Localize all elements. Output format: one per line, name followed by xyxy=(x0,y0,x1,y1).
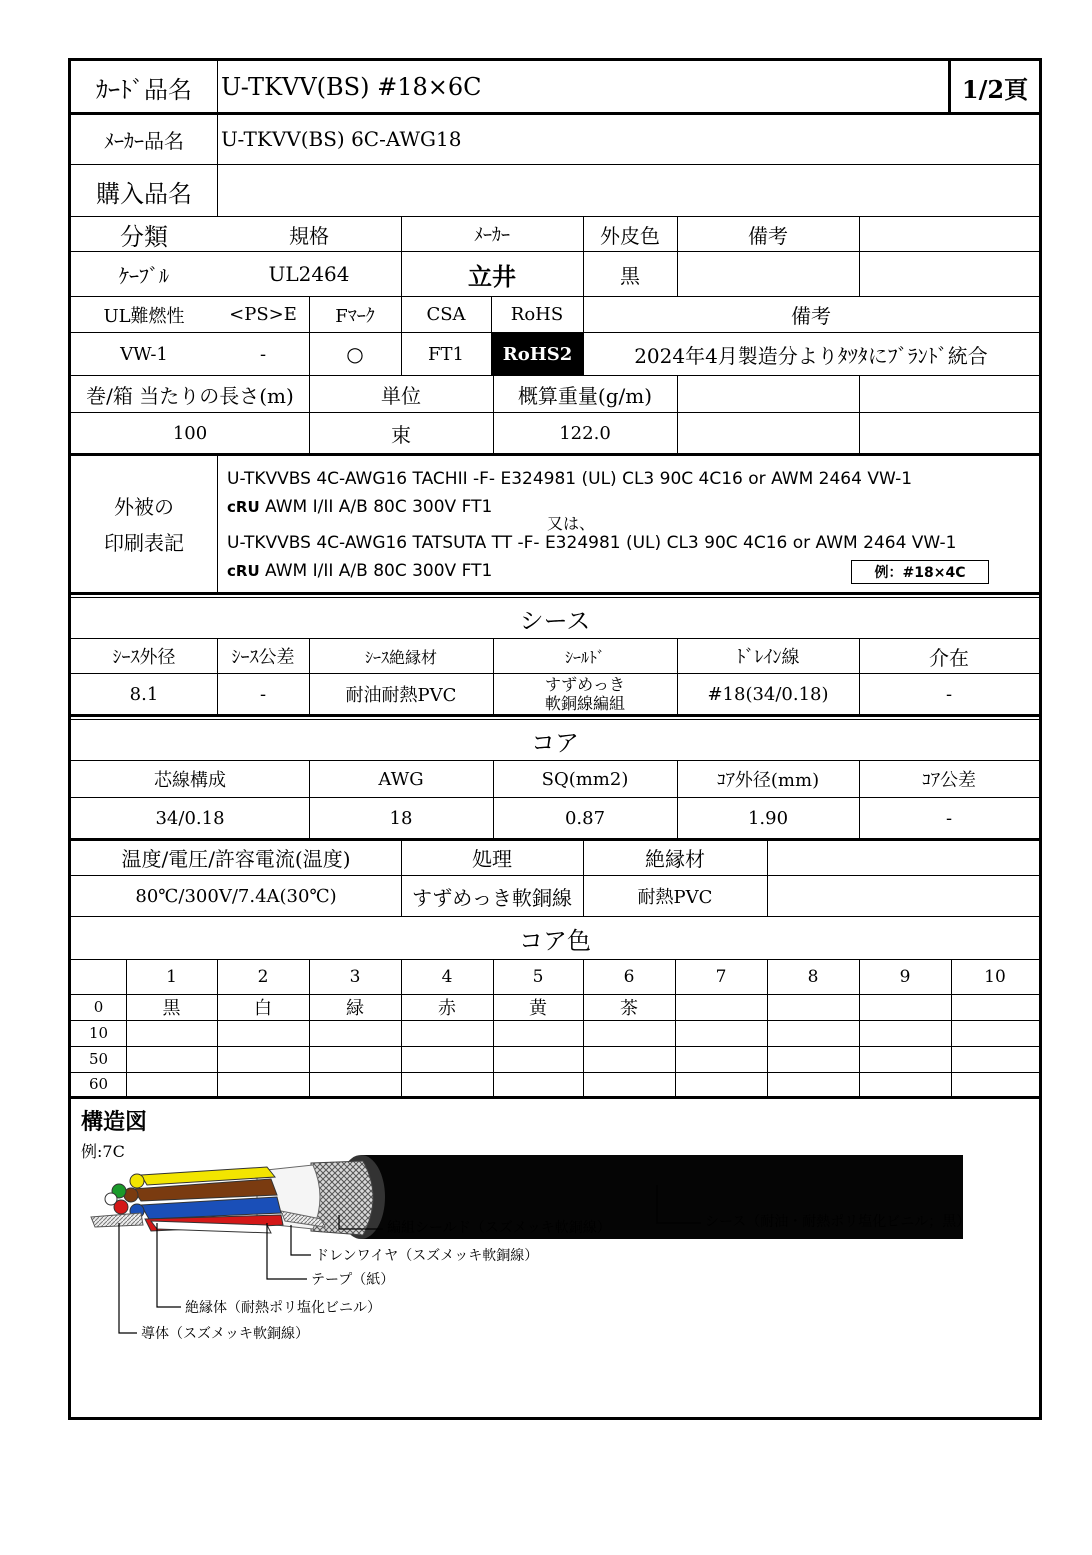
print-line-4: AWM I/II A/B 80C 300V FT1 xyxy=(265,561,493,581)
maker-name-value: U-TKVV(BS) 6C-AWG18 xyxy=(221,127,462,151)
remarks-header: 備考 xyxy=(748,223,788,248)
classification-value: ｹｰﾌﾞﾙ xyxy=(119,263,169,288)
color-column-header: 9 xyxy=(899,967,911,987)
color-column-header: 6 xyxy=(623,967,635,987)
color-cell xyxy=(583,1020,675,1046)
print-or-text: 又は、 xyxy=(547,514,596,533)
standard-header: 規格 xyxy=(289,223,329,248)
print-example-box: 例：#18×4C xyxy=(851,560,989,584)
card-name-label: ｶｰﾄﾞ品名 xyxy=(96,75,192,104)
filler-header: 介在 xyxy=(929,645,969,670)
spec-sheet xyxy=(68,58,1042,1420)
rohs-value: RoHS2 xyxy=(492,333,583,375)
core-title: コア xyxy=(531,728,579,757)
color-cell: 黒 xyxy=(162,998,181,1019)
color-row-label: 10 xyxy=(88,1024,109,1042)
color-cell xyxy=(859,1046,951,1072)
leader-insulation xyxy=(157,1223,181,1307)
filler-value: - xyxy=(945,683,953,705)
rating-extra-header xyxy=(767,840,1039,875)
grid-line xyxy=(859,960,860,1096)
color-column-header: 7 xyxy=(715,967,727,987)
color-cell: 黄 xyxy=(529,998,547,1019)
standard-value: UL2464 xyxy=(268,262,350,286)
color-cell xyxy=(767,1072,859,1096)
color-cell xyxy=(951,994,1039,1020)
color-column-header: 8 xyxy=(807,967,819,987)
classification-header: 分類 xyxy=(120,222,168,251)
ul-mark-icon: cRU xyxy=(227,562,260,580)
color-cell xyxy=(217,1020,309,1046)
color-cell xyxy=(767,994,859,1020)
print-line-3: U-TKVVBS 4C-AWG16 TATSUTA TT -F- E324981 (UL) CL3 90C 4C16 or AWM 2464 VW-1 xyxy=(227,533,957,553)
label-sheath: シース（耐油・耐熱ポリ塩化ビニル；黒） xyxy=(705,1214,971,1230)
leader-drain xyxy=(291,1225,311,1255)
color-cell: 緑 xyxy=(346,998,364,1019)
sheath-material-header: ｼｰｽ絶縁材 xyxy=(364,647,437,667)
insulation-value: 耐熱PVC xyxy=(637,887,713,908)
remarks-value xyxy=(677,252,859,296)
ul-mark-icon: cRU xyxy=(227,498,260,516)
f-mark-value: ○ xyxy=(346,342,364,366)
sq-header: SQ(mm2) xyxy=(541,768,629,790)
length-value: 100 xyxy=(172,422,208,444)
shield-line-2: 軟銅線編組 xyxy=(544,694,625,713)
color-column-header: 1 xyxy=(166,967,177,987)
color-cell xyxy=(401,1046,493,1072)
pse-value: - xyxy=(259,343,267,365)
color-column-header: 4 xyxy=(441,967,453,987)
sheath-od-value: 8.1 xyxy=(129,683,159,705)
color-column-header: 5 xyxy=(532,967,544,987)
length-extra-value-1 xyxy=(677,413,859,453)
core-tolerance-value: - xyxy=(945,807,953,829)
grid-line xyxy=(401,960,402,1096)
color-cell xyxy=(493,1072,583,1096)
color-column-header: 3 xyxy=(349,967,361,987)
color-cell xyxy=(675,994,767,1020)
shield-value xyxy=(493,675,677,713)
color-cell xyxy=(767,1046,859,1072)
length-header: 巻/箱 当たりの長さ(m) xyxy=(86,383,294,408)
awg-value: 18 xyxy=(389,807,413,829)
drain-header: ﾄﾞﾚｲﾝ線 xyxy=(736,647,800,668)
grid-line xyxy=(309,960,310,1096)
maker-name-label: ﾒｰｶｰ品名 xyxy=(104,128,184,153)
color-cell xyxy=(951,1072,1039,1096)
ul-flame-header: UL難燃性 xyxy=(103,305,185,327)
csa-value: FT1 xyxy=(428,343,464,365)
leader-tape xyxy=(267,1223,307,1279)
color-cell xyxy=(401,1020,493,1046)
extra-header xyxy=(859,217,1039,251)
color-cell: 茶 xyxy=(620,998,638,1019)
color-cell xyxy=(675,1020,767,1046)
color-cell: 白 xyxy=(254,998,272,1019)
color-cell xyxy=(493,1020,583,1046)
color-cell: 赤 xyxy=(438,998,456,1019)
color-cell xyxy=(126,1020,217,1046)
core-end-yellow xyxy=(130,1174,144,1188)
drain-value: #18(34/0.18) xyxy=(707,683,829,705)
cable-structure-diagram xyxy=(71,1101,1039,1391)
color-cell xyxy=(859,1072,951,1096)
shield-header: ｼｰﾙﾄﾞ xyxy=(564,647,605,667)
sheath-od-header: ｼｰｽ外径 xyxy=(112,647,176,668)
color-column-header: 2 xyxy=(257,967,269,987)
color-cell xyxy=(401,1072,493,1096)
card-name-value: U-TKVV(BS) #18×6C xyxy=(221,73,482,101)
grid-line xyxy=(675,960,676,1096)
unit-value: 束 xyxy=(391,422,411,447)
leader-conductor xyxy=(119,1223,137,1333)
core-od-value: 1.90 xyxy=(747,807,789,829)
color-cell xyxy=(951,1020,1039,1046)
color-cell xyxy=(309,1020,401,1046)
grid-line xyxy=(493,960,494,1096)
awg-header: AWG xyxy=(378,768,424,790)
print-label-line1: 外被の xyxy=(114,495,174,519)
flame-remarks-header: 備考 xyxy=(791,304,831,328)
core-construction-value: 34/0.18 xyxy=(155,807,225,829)
print-line-2-wrap xyxy=(227,497,492,517)
color-row-label: 60 xyxy=(88,1075,109,1093)
color-cell xyxy=(126,1072,217,1096)
jacket-color-header: 外皮色 xyxy=(600,223,660,248)
weight-header: 概算重量(g/m) xyxy=(517,383,653,408)
label-braid: 編組シールド（スズメッキ軟銅線） xyxy=(387,1220,611,1236)
weight-value: 122.0 xyxy=(559,422,611,444)
print-line-1: U-TKVVBS 4C-AWG16 TACHII -F- E324981 (UL) CL3 90C 4C16 or AWM 2464 VW-1 xyxy=(227,469,913,489)
rating-extra-value xyxy=(767,876,1039,916)
color-cell xyxy=(309,1046,401,1072)
color-cell xyxy=(583,1046,675,1072)
core-tolerance-header: ｺｱ公差 xyxy=(922,770,976,791)
color-cell xyxy=(951,1046,1039,1072)
extra-value xyxy=(859,252,1039,296)
sheath-tolerance-value: - xyxy=(259,683,267,705)
color-row-label: 0 xyxy=(93,998,104,1016)
purchase-name-label: 購入品名 xyxy=(96,179,192,208)
grid-line xyxy=(767,960,768,1096)
color-cell xyxy=(309,1072,401,1096)
f-mark-header: Fﾏｰｸ xyxy=(335,305,375,327)
sheath-material-value: 耐油耐熱PVC xyxy=(345,685,457,706)
insulation-header: 絶縁材 xyxy=(645,847,705,871)
print-line-4-wrap xyxy=(227,561,492,581)
grid-line xyxy=(583,960,584,1096)
grid-line xyxy=(951,960,952,1096)
sheath-tolerance-header: ｼｰｽ公差 xyxy=(231,647,295,668)
page-number: 1/2頁 xyxy=(961,74,1029,104)
length-extra-header-2 xyxy=(859,376,1039,412)
color-cell xyxy=(767,1020,859,1046)
core-color-table xyxy=(71,960,1039,1096)
rating-value: 80℃/300V/7.4A(30℃) xyxy=(135,885,337,907)
color-row-label: 50 xyxy=(88,1050,109,1068)
core-end-white xyxy=(105,1193,117,1205)
flame-remarks-value: 2024年4月製造分よりﾀﾂﾀにﾌﾞﾗﾝﾄﾞ統合 xyxy=(634,343,988,368)
pse-header: <PS>E xyxy=(229,304,297,325)
sq-value: 0.87 xyxy=(564,807,606,829)
csa-header: CSA xyxy=(426,304,466,325)
print-line-2: AWM I/II A/B 80C 300V FT1 xyxy=(265,497,493,517)
print-label-line2: 印刷表記 xyxy=(104,531,184,555)
color-cell xyxy=(675,1046,767,1072)
conductor xyxy=(91,1213,143,1227)
maker-value: 立井 xyxy=(468,262,516,291)
color-column-header: 10 xyxy=(984,967,1006,987)
treatment-header: 処理 xyxy=(472,847,512,871)
core-color-title: コア色 xyxy=(519,926,591,955)
color-cell xyxy=(583,1072,675,1096)
rohs-header: RoHS xyxy=(510,304,564,325)
color-cell xyxy=(217,1072,309,1096)
core-construction-header: 芯線構成 xyxy=(154,770,226,791)
color-cell xyxy=(493,1046,583,1072)
jacket-color-value: 黒 xyxy=(620,263,640,288)
shield-line-1: すずめっき xyxy=(544,675,625,694)
label-insulation: 絶縁体（耐熱ポリ塩化ビニル） xyxy=(185,1300,381,1316)
color-cell xyxy=(126,1046,217,1072)
length-extra-header-1 xyxy=(677,376,859,412)
maker-header: ﾒｰｶｰ xyxy=(474,225,510,246)
structure-title: 構造図 xyxy=(81,1110,148,1135)
length-extra-value-2 xyxy=(859,413,1039,453)
color-cell xyxy=(217,1046,309,1072)
rating-header: 温度/電圧/許容電流(温度) xyxy=(121,847,351,871)
structure-example: 例:7C xyxy=(81,1142,125,1161)
ul-flame-value: VW-1 xyxy=(120,343,168,365)
core-od-header: ｺｱ外径(mm) xyxy=(716,770,820,791)
label-drain: ドレンワイヤ（スズメッキ軟銅線） xyxy=(315,1248,539,1264)
treatment-value: すずめっき軟銅線 xyxy=(412,885,572,910)
color-cell xyxy=(859,1020,951,1046)
label-conductor: 導体（スズメッキ軟銅線） xyxy=(141,1326,309,1342)
grid-line xyxy=(126,960,127,1096)
color-cell xyxy=(859,994,951,1020)
sheath-title: シース xyxy=(519,606,591,635)
color-cell xyxy=(675,1072,767,1096)
purchase-name-value xyxy=(221,165,1021,217)
grid-line xyxy=(217,960,218,1096)
label-tape: テープ（紙） xyxy=(311,1272,395,1288)
unit-header: 単位 xyxy=(381,383,421,408)
